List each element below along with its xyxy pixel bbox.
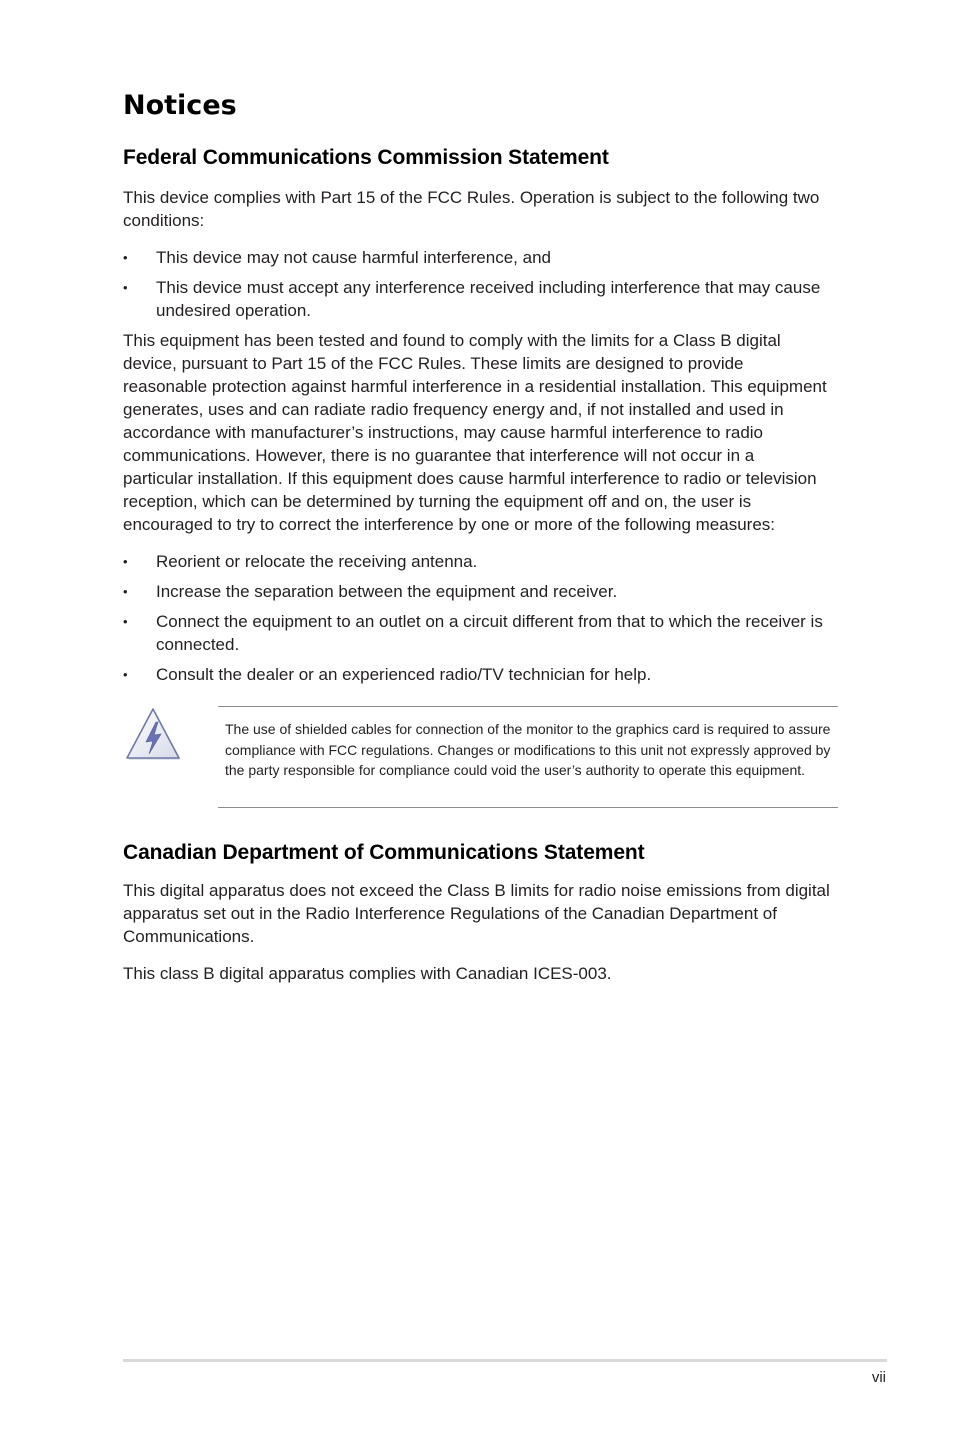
fcc-measures-list [123, 550, 838, 693]
footer-divider [123, 1359, 887, 1362]
fcc-warning-note [123, 706, 838, 808]
canada-body-1: This digital apparatus does not exceed the Class B limits for radio noise emissions from digital apparatus set out in the Radio Interference Regulations of the Canadian Department of Communications. [123, 881, 830, 946]
page-number: vii [871, 1369, 886, 1386]
bullet-glyph: • [123, 280, 128, 295]
bullet-glyph: • [123, 554, 128, 569]
list-item: • Reorient or relocate the receiving antenna. [123, 552, 478, 571]
page-title: Notices [123, 90, 237, 121]
note-box [218, 706, 838, 808]
bullet-glyph: • [123, 667, 128, 682]
list-item: • Increase the separation between the equipment and receiver. [123, 582, 618, 601]
list-item: • This device may not cause harmful interference, and [123, 248, 551, 267]
canada-body-2: This class B digital apparatus complies with Canadian ICES-003. [123, 964, 612, 983]
list-item: • Connect the equipment to an outlet on a circuit different from that to which the receiver is connected. [123, 612, 823, 654]
warning-lightning-icon [125, 706, 181, 762]
fcc-body: This equipment has been tested and found to comply with the limits for a Class B digital device, pursuant to Part 15 of the FCC Rules. These limits are designed to provide reasonable protection against harmful interference in a residential installation. This equipment generates, uses and can radiate radio frequency energy and, if not installed and used in accordance with manufacturer’s instructions, may cause harmful interference to radio communications. However, there is no guarantee that interference will not occur in a particular installation. If this equipment does cause harmful interference to radio or television reception, which can be determined by turning the equipment off and on, the user is encouraged to try to correct the interference by one or more of the following measures: [123, 331, 827, 534]
canada-heading: Canadian Department of Communications Statement [123, 841, 645, 864]
fcc-intro: This device complies with Part 15 of the FCC Rules. Operation is subject to the following two conditions: [123, 188, 820, 230]
bullet-glyph: • [123, 584, 128, 599]
fcc-heading: Federal Communications Commission Statement [123, 146, 609, 169]
bullet-glyph: • [123, 614, 128, 629]
note-text: The use of shielded cables for connection of the monitor to the graphics card is required to assure compliance with FCC regulations. Changes or modifications to this unit not expressly approved by the party responsible for compliance could void the user’s authority to operate this equipment. [225, 721, 831, 778]
bullet-glyph: • [123, 250, 128, 265]
list-item: • This device must accept any interference received including interference that may cause undesired operation. [123, 278, 821, 320]
list-item: • Consult the dealer or an experienced radio/TV technician for help. [123, 665, 652, 684]
fcc-conditions-list [123, 246, 838, 329]
